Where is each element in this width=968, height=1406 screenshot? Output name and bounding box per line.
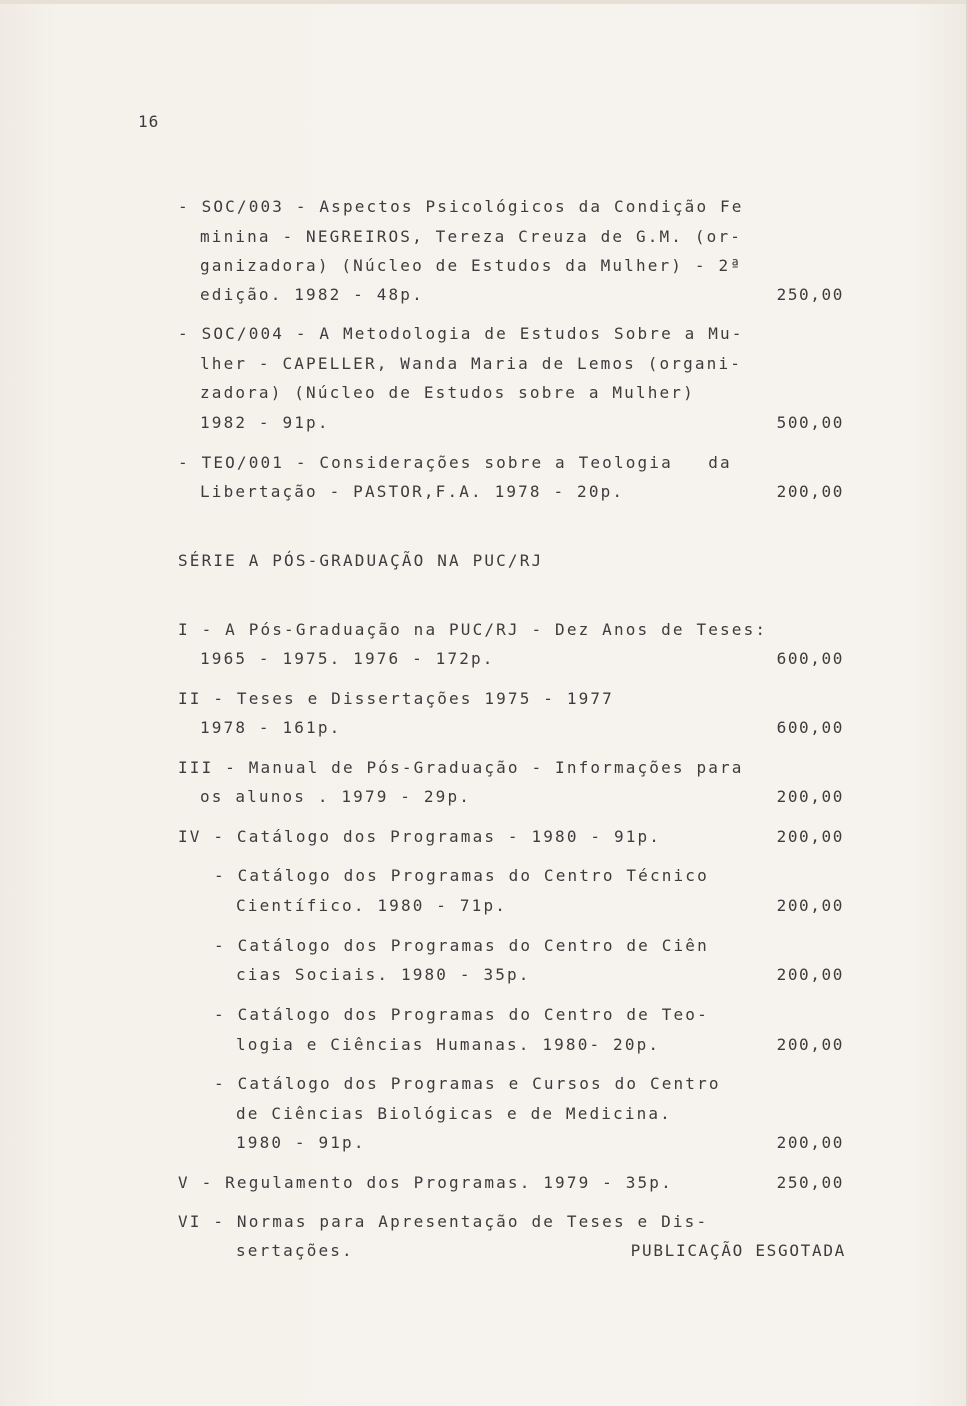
series-i-price: 600,00 <box>776 649 844 668</box>
entry-soc003-price: 250,00 <box>776 285 844 304</box>
entry-soc004-line4: 1982 - 91p. <box>200 413 330 432</box>
series-iv-sub3-line1: - Catálogo dos Programas do Centro de Teo- <box>214 1005 709 1024</box>
series-i-line2: 1965 - 1975. 1976 - 172p. <box>200 649 495 668</box>
series-v-line1: V - Regulamento dos Programas. 1979 - 35p. <box>178 1173 673 1192</box>
series-iv-sub1-line1: - Catálogo dos Programas do Centro Técnico <box>214 866 709 885</box>
series-vi-status: PUBLICAÇÃO ESGOTADA <box>630 1241 846 1260</box>
series-iv-sub4-line3: 1980 - 91p. <box>236 1133 366 1152</box>
series-iv-sub1-line2: Científico. 1980 - 71p. <box>236 896 508 915</box>
series-i-line1: I - A Pós-Graduação na PUC/RJ - Dez Anos de Teses: <box>178 620 768 639</box>
entry-soc004-line2: lher - CAPELLER, Wanda Maria de Lemos (organi- <box>200 354 743 373</box>
series-vi-line2: sertações. <box>236 1241 354 1260</box>
page-number: 16 <box>138 112 160 131</box>
series-iv-sub2-price: 200,00 <box>776 965 844 984</box>
series-ii-price: 600,00 <box>776 718 844 737</box>
series-v-price: 250,00 <box>776 1173 844 1192</box>
paper-edge <box>0 0 968 4</box>
series-iv-sub3-line2: logia e Ciências Humanas. 1980- 20p. <box>236 1035 661 1054</box>
entry-soc004-line3: zadora) (Núcleo de Estudos sobre a Mulher) <box>200 383 695 402</box>
entry-soc003-line3: ganizadora) (Núcleo de Estudos da Mulher) - 2ª <box>200 256 743 275</box>
entry-teo001-line2: Libertação - PASTOR,F.A. 1978 - 20p. <box>200 482 625 501</box>
entry-soc003-line2: minina - NEGREIROS, Tereza Creuza de G.M. (or- <box>200 227 743 246</box>
series-iv-line1: IV - Catálogo dos Programas - 1980 - 91p. <box>178 827 662 846</box>
series-vi-line1: VI - Normas para Apresentação de Teses e Dis- <box>178 1212 709 1231</box>
series-ii-line1: II - Teses e Dissertações 1975 - 1977 <box>178 689 614 708</box>
series-iii-price: 200,00 <box>776 787 844 806</box>
entry-soc004-line1: - SOC/004 - A Metodologia de Estudos Sobre a Mu- <box>178 324 744 343</box>
series-iv-sub4-line2: de Ciências Biológicas e de Medicina. <box>236 1104 672 1123</box>
section-title: SÉRIE A PÓS-GRADUAÇÃO NA PUC/RJ <box>178 551 544 570</box>
series-iv-sub4-line1: - Catálogo dos Programas e Cursos do Centro <box>214 1074 721 1093</box>
series-iv-sub2-line2: cias Sociais. 1980 - 35p. <box>236 965 531 984</box>
series-iii-line2: os alunos . 1979 - 29p. <box>200 787 472 806</box>
series-iv-sub2-line1: - Catálogo dos Programas do Centro de Ciên <box>214 936 709 955</box>
series-iv-sub4-price: 200,00 <box>776 1133 844 1152</box>
series-iv-price: 200,00 <box>776 827 844 846</box>
series-iv-sub1-price: 200,00 <box>776 896 844 915</box>
entry-teo001-line1: - TEO/001 - Considerações sobre a Teologia da <box>178 453 732 472</box>
entry-soc003-line1: - SOC/003 - Aspectos Psicológicos da Condição Fe <box>178 197 744 216</box>
entry-teo001-price: 200,00 <box>776 482 844 501</box>
entry-soc003-line4: edição. 1982 - 48p. <box>200 285 424 304</box>
series-iv-sub3-price: 200,00 <box>776 1035 844 1054</box>
entry-soc004-price: 500,00 <box>776 413 844 432</box>
series-iii-line1: III - Manual de Pós-Graduação - Informações para <box>178 758 744 777</box>
series-ii-line2: 1978 - 161p. <box>200 718 342 737</box>
